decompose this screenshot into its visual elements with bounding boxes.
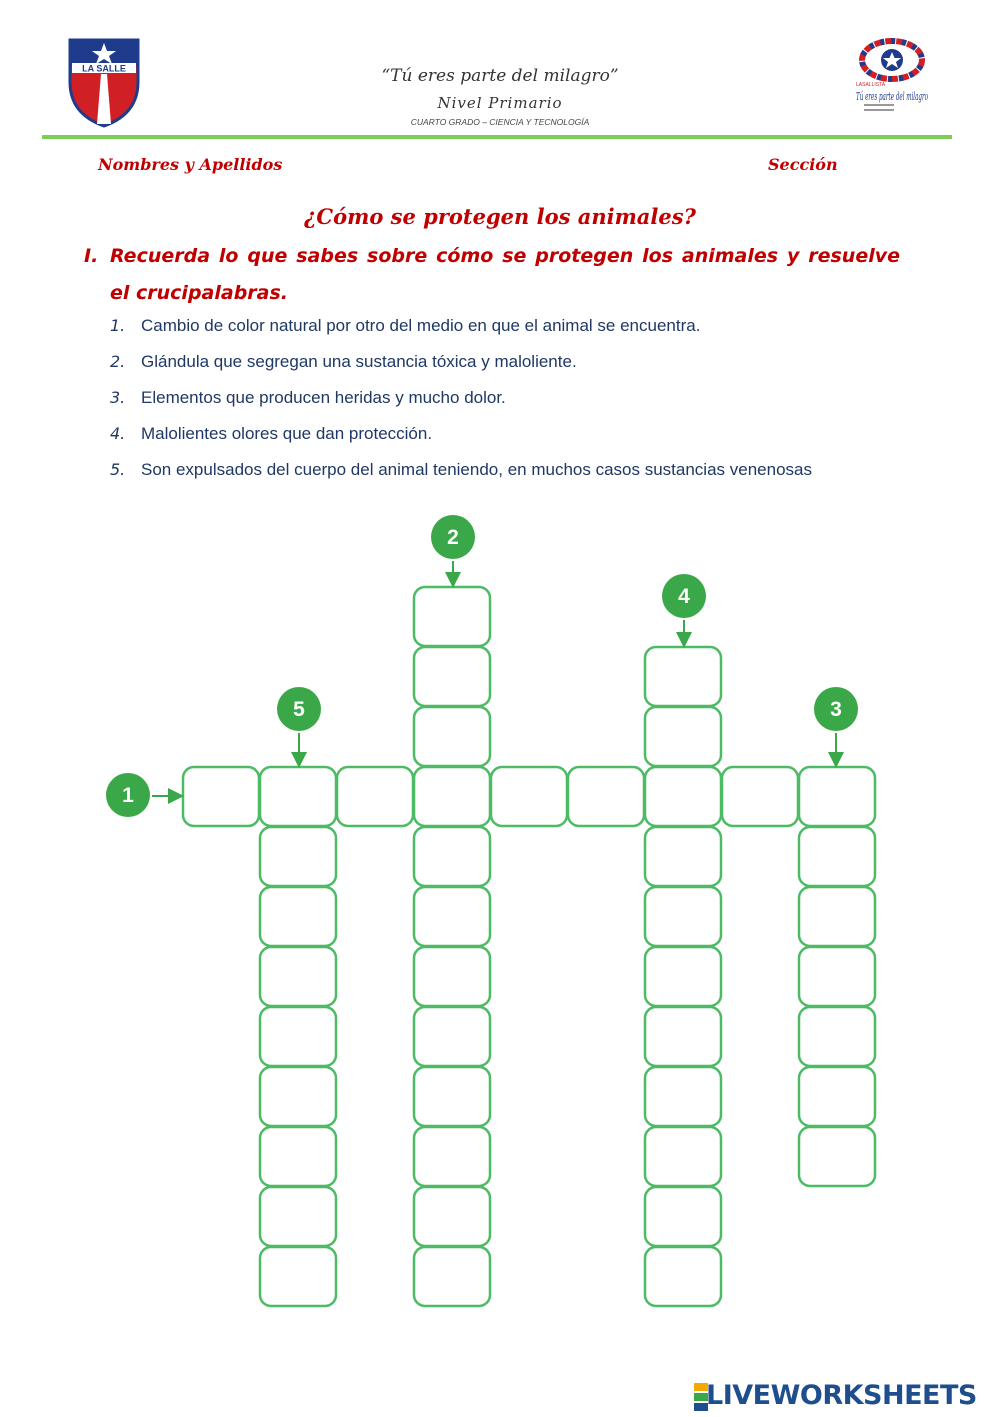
crossword-cell[interactable]: [799, 1127, 875, 1186]
crossword-cell[interactable]: [491, 767, 567, 826]
crossword-cell[interactable]: [722, 767, 798, 826]
clue-text: Elementos que producen heridas y mucho dolor.: [141, 388, 506, 407]
clue-number: 2.: [110, 352, 126, 371]
crossword-cell[interactable]: [799, 827, 875, 886]
crossword-cell[interactable]: [799, 767, 875, 826]
crossword-cell[interactable]: [414, 827, 490, 886]
la-salle-logo-text: LA SALLE: [82, 63, 126, 74]
clue-text: Son expulsados del cuerpo del animal teniendo, en muchos casos sustancias venenosas: [141, 460, 812, 479]
clue-text: Cambio de color natural por otro del medio en que el animal se encuentra.: [141, 316, 701, 335]
crossword-cell[interactable]: [414, 1127, 490, 1186]
crossword-cell[interactable]: [260, 1007, 336, 1066]
crossword-cell[interactable]: [645, 647, 721, 706]
crossword-cell[interactable]: [260, 1127, 336, 1186]
crossword-cell[interactable]: [645, 947, 721, 1006]
clue-number: 4.: [110, 424, 126, 443]
crossword-cell[interactable]: [183, 767, 259, 826]
crossword-cell[interactable]: [414, 947, 490, 1006]
crossword-cell[interactable]: [337, 767, 413, 826]
crossword-cell[interactable]: [645, 1127, 721, 1186]
crossword-cell[interactable]: [260, 887, 336, 946]
crossword-cell[interactable]: [414, 887, 490, 946]
right-logo-text: Tú eres parte del milagro: [856, 90, 929, 103]
crossword-cell[interactable]: [260, 827, 336, 886]
clue-text: Glándula que segregan una sustancia tóxica y maloliente.: [141, 352, 577, 371]
section-label: Sección: [768, 155, 838, 174]
crossword-cell[interactable]: [260, 1067, 336, 1126]
crossword-cell[interactable]: [414, 707, 490, 766]
crossword-cell[interactable]: [568, 767, 644, 826]
instruction-text: Recuerda lo que sabes sobre cómo se protegen los animales y resuelve el crucipalabras.: [110, 245, 900, 304]
clue-number: 1.: [110, 316, 126, 335]
right-logo-tag: LASALLISTA: [856, 82, 886, 88]
crossword-cell[interactable]: [414, 1187, 490, 1246]
crossword-cell[interactable]: [260, 767, 336, 826]
clue-number: 3.: [110, 388, 126, 407]
clue-marker-number: 4: [678, 585, 690, 608]
crossword-cell[interactable]: [260, 1247, 336, 1306]
clue-marker-number: 2: [447, 526, 459, 549]
crossword-cell[interactable]: [645, 767, 721, 826]
name-label: Nombres y Apellidos: [98, 155, 283, 174]
course-subtitle: CUARTO GRADO – CIENCIA Y TECNOLOGÍA: [410, 117, 590, 127]
crossword-cell[interactable]: [799, 887, 875, 946]
clue-text: Malolientes olores que dan protección.: [141, 424, 433, 443]
crossword-cell[interactable]: [799, 1067, 875, 1126]
liveworksheets-brand: LIVEWORKSHEETS: [706, 1380, 977, 1411]
crossword-cell[interactable]: [645, 1067, 721, 1126]
crossword-cell[interactable]: [645, 887, 721, 946]
crossword-cell[interactable]: [414, 647, 490, 706]
worksheet-title: ¿Cómo se protegen los animales?: [304, 204, 696, 229]
crossword-cell[interactable]: [799, 947, 875, 1006]
crossword-cell[interactable]: [645, 1007, 721, 1066]
clue-marker-number: 3: [830, 698, 842, 721]
clue-marker-number: 5: [293, 698, 305, 721]
level: Nivel Primario: [437, 94, 563, 112]
crossword-cell[interactable]: [414, 587, 490, 646]
crossword-cell[interactable]: [645, 827, 721, 886]
crossword-cell[interactable]: [260, 1187, 336, 1246]
motto: “Tú eres parte del milagro”: [381, 66, 619, 86]
crossword-cell[interactable]: [414, 1247, 490, 1306]
crossword-cell[interactable]: [414, 767, 490, 826]
clue-marker-number: 1: [122, 784, 134, 807]
crossword-cell[interactable]: [799, 1007, 875, 1066]
crossword-cell[interactable]: [645, 1247, 721, 1306]
crossword-cell[interactable]: [260, 947, 336, 1006]
crossword-cell[interactable]: [645, 1187, 721, 1246]
crossword-cell[interactable]: [645, 707, 721, 766]
clue-number: 5.: [110, 460, 126, 479]
instruction-number: I.: [84, 245, 99, 267]
crossword-cell[interactable]: [414, 1067, 490, 1126]
crossword-cell[interactable]: [414, 1007, 490, 1066]
